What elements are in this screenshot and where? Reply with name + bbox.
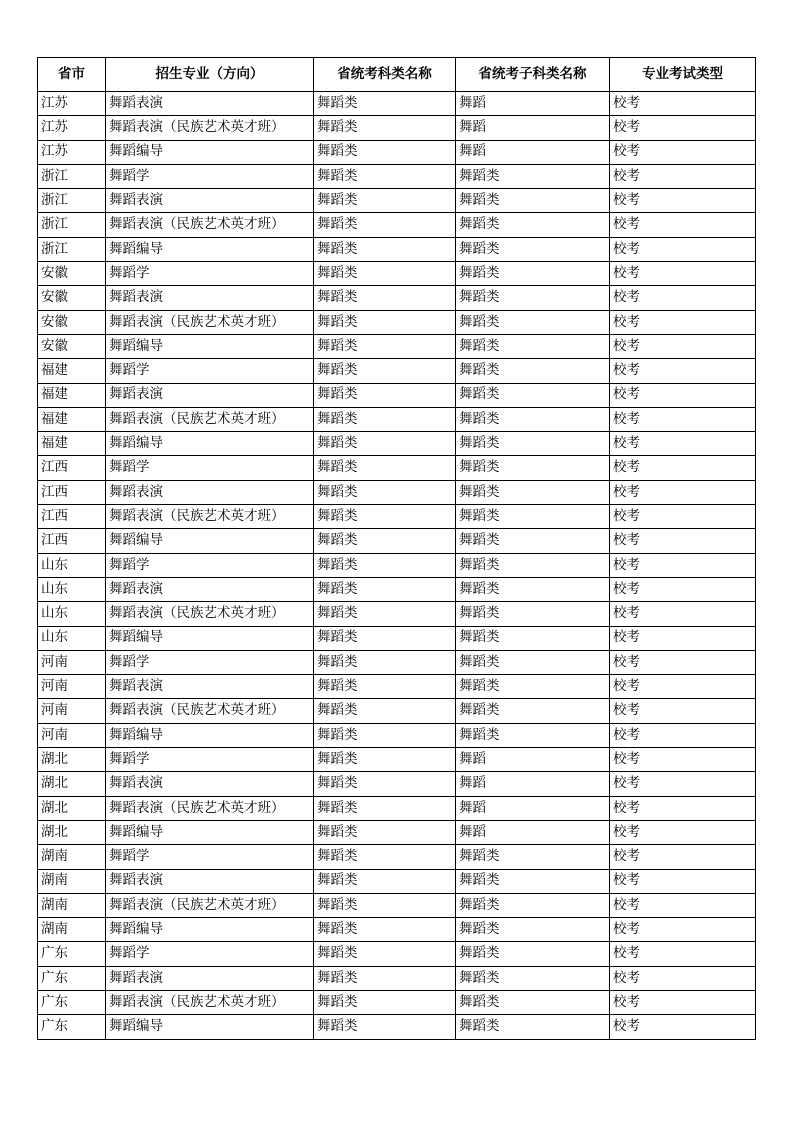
table-row — [38, 116, 756, 140]
cell-major: 舞蹈表演（民族艺术英才班） — [106, 699, 314, 723]
table-row — [38, 723, 756, 747]
cell-exam-category: 舞蹈类 — [314, 918, 456, 942]
table-row — [38, 140, 756, 164]
cell-province: 湖南 — [38, 845, 106, 869]
table-row — [38, 383, 756, 407]
cell-province: 山东 — [38, 577, 106, 601]
cell-province: 广东 — [38, 990, 106, 1014]
cell-major: 舞蹈表演（民族艺术英才班） — [106, 310, 314, 334]
cell-major: 舞蹈编导 — [106, 432, 314, 456]
table-row — [38, 334, 756, 358]
table-row — [38, 432, 756, 456]
cell-exam-category: 舞蹈类 — [314, 1015, 456, 1039]
table-row — [38, 310, 756, 334]
cell-exam-type: 校考 — [610, 796, 756, 820]
cell-exam-type: 校考 — [610, 699, 756, 723]
table-row — [38, 699, 756, 723]
cell-exam-type: 校考 — [610, 432, 756, 456]
cell-major: 舞蹈学 — [106, 359, 314, 383]
cell-exam-subcategory: 舞蹈类 — [456, 577, 610, 601]
cell-province: 湖北 — [38, 772, 106, 796]
cell-exam-category: 舞蹈类 — [314, 383, 456, 407]
cell-major: 舞蹈表演 — [106, 675, 314, 699]
cell-province: 安徽 — [38, 334, 106, 358]
table-body — [38, 92, 756, 1040]
cell-major: 舞蹈编导 — [106, 237, 314, 261]
cell-major: 舞蹈学 — [106, 650, 314, 674]
table-row — [38, 286, 756, 310]
cell-exam-category: 舞蹈类 — [314, 262, 456, 286]
cell-exam-category: 舞蹈类 — [314, 675, 456, 699]
cell-exam-subcategory: 舞蹈 — [456, 796, 610, 820]
cell-exam-type: 校考 — [610, 723, 756, 747]
cell-exam-subcategory: 舞蹈类 — [456, 845, 610, 869]
cell-exam-subcategory: 舞蹈类 — [456, 529, 610, 553]
cell-province: 河南 — [38, 650, 106, 674]
cell-exam-subcategory: 舞蹈类 — [456, 286, 610, 310]
cell-exam-category: 舞蹈类 — [314, 990, 456, 1014]
cell-exam-subcategory: 舞蹈类 — [456, 505, 610, 529]
cell-exam-type: 校考 — [610, 456, 756, 480]
cell-major: 舞蹈表演 — [106, 966, 314, 990]
cell-exam-category: 舞蹈类 — [314, 432, 456, 456]
cell-province: 湖南 — [38, 869, 106, 893]
cell-province: 河南 — [38, 699, 106, 723]
cell-exam-type: 校考 — [610, 869, 756, 893]
cell-exam-subcategory: 舞蹈类 — [456, 262, 610, 286]
cell-province: 江苏 — [38, 92, 106, 116]
cell-province: 福建 — [38, 383, 106, 407]
table-row — [38, 359, 756, 383]
cell-province: 浙江 — [38, 189, 106, 213]
cell-exam-subcategory: 舞蹈类 — [456, 334, 610, 358]
table-row — [38, 213, 756, 237]
cell-province: 江西 — [38, 456, 106, 480]
cell-exam-subcategory: 舞蹈 — [456, 820, 610, 844]
cell-province: 山东 — [38, 626, 106, 650]
table-row — [38, 772, 756, 796]
cell-exam-subcategory: 舞蹈类 — [456, 213, 610, 237]
cell-exam-category: 舞蹈类 — [314, 529, 456, 553]
cell-exam-type: 校考 — [610, 966, 756, 990]
cell-exam-category: 舞蹈类 — [314, 650, 456, 674]
header-exam-category: 省统考科类名称 — [314, 58, 456, 92]
table-row — [38, 748, 756, 772]
cell-province: 河南 — [38, 675, 106, 699]
cell-exam-category: 舞蹈类 — [314, 869, 456, 893]
table-row — [38, 845, 756, 869]
cell-exam-category: 舞蹈类 — [314, 942, 456, 966]
cell-exam-subcategory: 舞蹈 — [456, 116, 610, 140]
cell-exam-type: 校考 — [610, 407, 756, 431]
cell-province: 江苏 — [38, 140, 106, 164]
cell-province: 广东 — [38, 942, 106, 966]
cell-exam-category: 舞蹈类 — [314, 456, 456, 480]
cell-exam-subcategory: 舞蹈类 — [456, 456, 610, 480]
cell-province: 浙江 — [38, 237, 106, 261]
cell-major: 舞蹈表演 — [106, 92, 314, 116]
cell-exam-type: 校考 — [610, 286, 756, 310]
cell-major: 舞蹈表演（民族艺术英才班） — [106, 213, 314, 237]
table-row — [38, 918, 756, 942]
cell-exam-type: 校考 — [610, 310, 756, 334]
cell-exam-category: 舞蹈类 — [314, 140, 456, 164]
cell-exam-category: 舞蹈类 — [314, 359, 456, 383]
cell-major: 舞蹈表演（民族艺术英才班） — [106, 893, 314, 917]
table-row — [38, 675, 756, 699]
cell-major: 舞蹈表演（民族艺术英才班） — [106, 505, 314, 529]
cell-province: 湖南 — [38, 918, 106, 942]
table-row — [38, 529, 756, 553]
cell-major: 舞蹈表演（民族艺术英才班） — [106, 796, 314, 820]
cell-exam-category: 舞蹈类 — [314, 748, 456, 772]
cell-major: 舞蹈编导 — [106, 820, 314, 844]
cell-exam-category: 舞蹈类 — [314, 577, 456, 601]
cell-exam-category: 舞蹈类 — [314, 164, 456, 188]
cell-exam-category: 舞蹈类 — [314, 553, 456, 577]
cell-exam-subcategory: 舞蹈类 — [456, 966, 610, 990]
cell-exam-type: 校考 — [610, 383, 756, 407]
table-row — [38, 577, 756, 601]
cell-province: 山东 — [38, 602, 106, 626]
cell-exam-subcategory: 舞蹈类 — [456, 942, 610, 966]
cell-province: 福建 — [38, 432, 106, 456]
table-row — [38, 92, 756, 116]
cell-exam-subcategory: 舞蹈类 — [456, 893, 610, 917]
cell-exam-subcategory: 舞蹈类 — [456, 918, 610, 942]
cell-major: 舞蹈表演 — [106, 869, 314, 893]
cell-exam-type: 校考 — [610, 990, 756, 1014]
cell-exam-type: 校考 — [610, 893, 756, 917]
cell-major: 舞蹈表演 — [106, 480, 314, 504]
table-row — [38, 602, 756, 626]
cell-province: 安徽 — [38, 262, 106, 286]
cell-exam-type: 校考 — [610, 505, 756, 529]
cell-exam-subcategory: 舞蹈类 — [456, 869, 610, 893]
cell-exam-category: 舞蹈类 — [314, 845, 456, 869]
table-row — [38, 796, 756, 820]
cell-major: 舞蹈学 — [106, 845, 314, 869]
cell-exam-type: 校考 — [610, 942, 756, 966]
table-row — [38, 262, 756, 286]
cell-exam-subcategory: 舞蹈类 — [456, 553, 610, 577]
cell-exam-subcategory: 舞蹈类 — [456, 189, 610, 213]
table-row — [38, 990, 756, 1014]
cell-exam-category: 舞蹈类 — [314, 772, 456, 796]
table-row — [38, 237, 756, 261]
cell-province: 广东 — [38, 966, 106, 990]
cell-major: 舞蹈表演 — [106, 772, 314, 796]
cell-province: 江西 — [38, 529, 106, 553]
cell-exam-category: 舞蹈类 — [314, 116, 456, 140]
cell-province: 浙江 — [38, 164, 106, 188]
cell-province: 江西 — [38, 505, 106, 529]
cell-exam-subcategory: 舞蹈类 — [456, 407, 610, 431]
header-exam-type: 专业考试类型 — [610, 58, 756, 92]
table-row — [38, 480, 756, 504]
cell-major: 舞蹈学 — [106, 456, 314, 480]
cell-exam-subcategory: 舞蹈类 — [456, 432, 610, 456]
cell-exam-category: 舞蹈类 — [314, 213, 456, 237]
table-row — [38, 966, 756, 990]
cell-exam-type: 校考 — [610, 675, 756, 699]
cell-exam-category: 舞蹈类 — [314, 505, 456, 529]
cell-exam-subcategory: 舞蹈 — [456, 748, 610, 772]
cell-major: 舞蹈表演 — [106, 286, 314, 310]
cell-exam-subcategory: 舞蹈类 — [456, 383, 610, 407]
cell-exam-subcategory: 舞蹈 — [456, 140, 610, 164]
cell-exam-subcategory: 舞蹈类 — [456, 1015, 610, 1039]
cell-major: 舞蹈学 — [106, 164, 314, 188]
cell-major: 舞蹈编导 — [106, 626, 314, 650]
cell-exam-subcategory: 舞蹈类 — [456, 480, 610, 504]
cell-exam-type: 校考 — [610, 845, 756, 869]
cell-exam-type: 校考 — [610, 772, 756, 796]
cell-province: 安徽 — [38, 286, 106, 310]
cell-major: 舞蹈表演（民族艺术英才班） — [106, 990, 314, 1014]
cell-exam-category: 舞蹈类 — [314, 893, 456, 917]
table-row — [38, 869, 756, 893]
table-row — [38, 553, 756, 577]
cell-exam-type: 校考 — [610, 334, 756, 358]
cell-exam-type: 校考 — [610, 626, 756, 650]
cell-exam-category: 舞蹈类 — [314, 334, 456, 358]
cell-exam-type: 校考 — [610, 553, 756, 577]
cell-major: 舞蹈学 — [106, 748, 314, 772]
cell-exam-type: 校考 — [610, 529, 756, 553]
cell-exam-type: 校考 — [610, 92, 756, 116]
cell-exam-category: 舞蹈类 — [314, 626, 456, 650]
cell-exam-type: 校考 — [610, 189, 756, 213]
cell-exam-category: 舞蹈类 — [314, 480, 456, 504]
cell-major: 舞蹈表演（民族艺术英才班） — [106, 407, 314, 431]
table-row — [38, 164, 756, 188]
cell-exam-subcategory: 舞蹈类 — [456, 602, 610, 626]
cell-major: 舞蹈学 — [106, 553, 314, 577]
cell-exam-category: 舞蹈类 — [314, 189, 456, 213]
cell-exam-category: 舞蹈类 — [314, 723, 456, 747]
cell-exam-category: 舞蹈类 — [314, 237, 456, 261]
cell-exam-type: 校考 — [610, 602, 756, 626]
cell-exam-subcategory: 舞蹈类 — [456, 723, 610, 747]
cell-major: 舞蹈编导 — [106, 918, 314, 942]
cell-exam-type: 校考 — [610, 480, 756, 504]
table-row — [38, 407, 756, 431]
cell-exam-subcategory: 舞蹈类 — [456, 310, 610, 334]
cell-province: 湖北 — [38, 820, 106, 844]
cell-province: 浙江 — [38, 213, 106, 237]
cell-province: 河南 — [38, 723, 106, 747]
cell-exam-subcategory: 舞蹈 — [456, 772, 610, 796]
cell-major: 舞蹈表演（民族艺术英才班） — [106, 116, 314, 140]
cell-exam-type: 校考 — [610, 748, 756, 772]
table-row — [38, 1015, 756, 1039]
header-exam-subcategory: 省统考子科类名称 — [456, 58, 610, 92]
cell-province: 湖北 — [38, 748, 106, 772]
cell-province: 福建 — [38, 407, 106, 431]
table-row — [38, 189, 756, 213]
cell-exam-category: 舞蹈类 — [314, 92, 456, 116]
cell-exam-type: 校考 — [610, 918, 756, 942]
cell-exam-category: 舞蹈类 — [314, 820, 456, 844]
cell-exam-type: 校考 — [610, 820, 756, 844]
cell-exam-subcategory: 舞蹈类 — [456, 359, 610, 383]
table-row — [38, 456, 756, 480]
header-province: 省市 — [38, 58, 106, 92]
table-row — [38, 626, 756, 650]
table-row — [38, 893, 756, 917]
cell-province: 福建 — [38, 359, 106, 383]
cell-exam-type: 校考 — [610, 650, 756, 674]
admissions-table — [37, 57, 756, 1040]
cell-exam-type: 校考 — [610, 262, 756, 286]
cell-province: 安徽 — [38, 310, 106, 334]
cell-exam-subcategory: 舞蹈 — [456, 92, 610, 116]
cell-province: 广东 — [38, 1015, 106, 1039]
table-header — [38, 58, 756, 92]
cell-exam-subcategory: 舞蹈类 — [456, 990, 610, 1014]
cell-exam-category: 舞蹈类 — [314, 310, 456, 334]
cell-exam-subcategory: 舞蹈类 — [456, 675, 610, 699]
cell-exam-type: 校考 — [610, 237, 756, 261]
cell-major: 舞蹈表演 — [106, 189, 314, 213]
cell-exam-type: 校考 — [610, 577, 756, 601]
cell-province: 江西 — [38, 480, 106, 504]
cell-exam-subcategory: 舞蹈类 — [456, 237, 610, 261]
cell-exam-type: 校考 — [610, 359, 756, 383]
cell-exam-subcategory: 舞蹈类 — [456, 699, 610, 723]
cell-exam-subcategory: 舞蹈类 — [456, 164, 610, 188]
cell-exam-category: 舞蹈类 — [314, 286, 456, 310]
cell-major: 舞蹈编导 — [106, 140, 314, 164]
cell-major: 舞蹈表演 — [106, 577, 314, 601]
cell-major: 舞蹈表演（民族艺术英才班） — [106, 602, 314, 626]
header-row — [38, 58, 756, 92]
cell-province: 江苏 — [38, 116, 106, 140]
cell-exam-category: 舞蹈类 — [314, 699, 456, 723]
cell-major: 舞蹈编导 — [106, 723, 314, 747]
cell-major: 舞蹈学 — [106, 942, 314, 966]
table-row — [38, 942, 756, 966]
cell-exam-category: 舞蹈类 — [314, 796, 456, 820]
cell-exam-type: 校考 — [610, 164, 756, 188]
cell-province: 湖南 — [38, 893, 106, 917]
cell-major: 舞蹈编导 — [106, 334, 314, 358]
cell-province: 湖北 — [38, 796, 106, 820]
cell-exam-subcategory: 舞蹈类 — [456, 650, 610, 674]
table-row — [38, 820, 756, 844]
cell-exam-type: 校考 — [610, 1015, 756, 1039]
cell-exam-subcategory: 舞蹈类 — [456, 626, 610, 650]
cell-major: 舞蹈学 — [106, 262, 314, 286]
cell-exam-category: 舞蹈类 — [314, 602, 456, 626]
table-row — [38, 650, 756, 674]
cell-major: 舞蹈编导 — [106, 529, 314, 553]
cell-major: 舞蹈表演 — [106, 383, 314, 407]
cell-exam-type: 校考 — [610, 213, 756, 237]
cell-exam-type: 校考 — [610, 140, 756, 164]
table-row — [38, 505, 756, 529]
cell-exam-category: 舞蹈类 — [314, 966, 456, 990]
cell-province: 山东 — [38, 553, 106, 577]
cell-exam-type: 校考 — [610, 116, 756, 140]
cell-exam-category: 舞蹈类 — [314, 407, 456, 431]
header-major: 招生专业（方向） — [106, 58, 314, 92]
cell-major: 舞蹈编导 — [106, 1015, 314, 1039]
